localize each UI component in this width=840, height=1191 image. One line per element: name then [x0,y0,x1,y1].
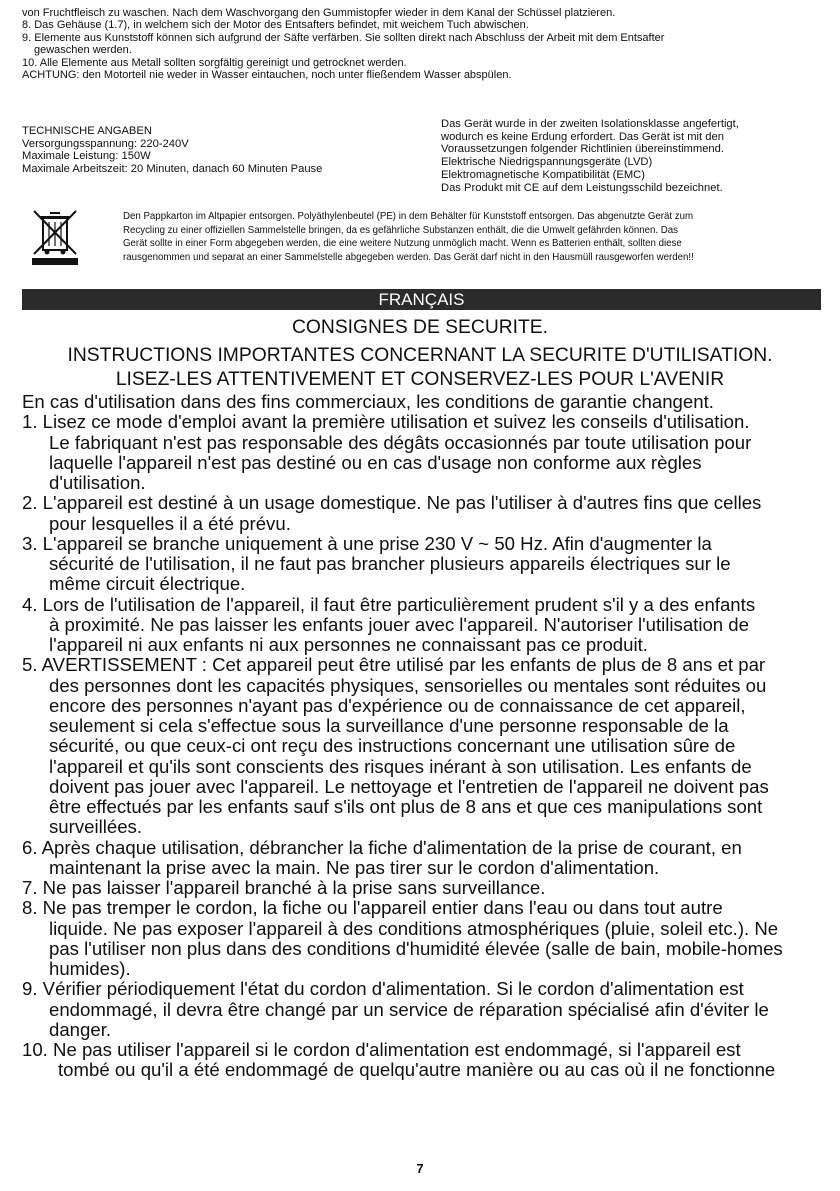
text-line: d'utilisation. [49,472,146,493]
disposal-notice [123,210,818,264]
safety-subtitle: INSTRUCTIONS IMPORTANTES CONCERNANT LA SECURITE D'UTILISATION. [67,345,773,366]
text-line: endommagé, il devra être changé par un service de réparation spécialisé afin d'éviter le [49,998,769,1020]
text-line: 10. Alle Elemente aus Metall sollten sorgfältig gereinigt und getrocknet werden. [22,56,407,69]
list-item [22,1040,832,1081]
text-line: 7. Ne pas laisser l'appareil branché à la prise sans surveillance. [22,877,546,898]
list-item [22,534,832,595]
text-line: surveillées. [49,816,143,838]
german-cleaning-instructions [22,7,822,81]
safety-subtitle: LISEZ-LES ATTENTIVEMENT ET CONSERVEZ-LES POUR L'AVENIR [115,369,725,390]
text-line: von Fruchtfleisch zu waschen. Nach dem Waschvorgang den Gummistopfer wieder in dem Kanal der Schüssel platzieren. [22,7,616,19]
certification-block [441,118,826,194]
list-item [22,838,832,879]
text-line: rausgenommen und separat an einer Sammelstelle abgegeben werden. Das Gerät darf nicht in den Hausmüll rausgeworfen werden!! [123,251,694,263]
text-line: ACHTUNG: den Motorteil nie weder in Wasser eintauchen, noch unter fließendem Wasser abspülen. [22,69,512,82]
list-item [22,979,832,1040]
text-line: Le fabriquant n'est pas responsable des dégâts occasionnés par toute utilisation pour [49,431,752,453]
list-item [22,493,832,534]
text-line: sécurité, ou que ceux-ci ont reçu des instructions concernant une utilisation sûre de [49,735,736,757]
text-line: 8. Das Gehäuse (1.7), in welchem sich der Motor des Entsafters befindet, mit weichem Tuch abwischen. [22,19,529,32]
text-line: Das Produkt mit CE auf dem Leistungsschild bezeichnet. [441,181,723,194]
list-item [22,655,832,837]
text-line: danger. [49,1018,112,1040]
safety-instructions-list [22,392,832,1081]
text-line: Maximale Leistung: 150W [22,150,151,163]
text-line: 8. Ne pas tremper le cordon, la fiche ou l'appareil entier dans l'eau ou dans tout autre [22,897,723,919]
crossed-out-wheelie-bin-icon [30,208,80,266]
text-line: pour lesquelles il a été prévu. [49,512,291,534]
text-line: humides). [49,958,131,979]
text-line: Elektrische Niedrigspannungsgeräte (LVD) [441,156,653,169]
text-line: être effectués par les enfants sauf s'ils ont plus de 8 ans et que ces manipulations sont [49,796,763,817]
text-line: 1. Lisez ce mode d'emploi avant la première utilisation et suivez les conseils d'utilisation. [22,411,750,433]
text-line: sécurité de l'utilisation, il ne faut pas brancher plusieurs appareils électriques sur le [49,553,731,574]
list-item [22,878,832,898]
text-line: à proximité. Ne pas laisser les enfants jouer avec l'appareil. N'autoriser l'utilisation de [49,613,749,635]
intro-line: En cas d'utilisation dans des fins commerciaux, les conditions de garantie changent. [22,391,714,412]
text-line: 2. L'appareil est destiné à un usage domestique. Ne pas l'utiliser à d'autres fins que celles [22,492,762,514]
list-item [22,595,832,656]
text-line: Voraussetzungen folgender Richtlinien übereinstimmend. [441,143,724,156]
technical-data-heading: TECHNISCHE ANGABEN [22,125,152,137]
safety-title: CONSIGNES DE SECURITE. [291,317,549,338]
text-line: même circuit électrique. [49,573,246,595]
text-line: laquelle l'appareil n'est pas destiné ou en cas d'usage non conforme aux règles [49,451,702,473]
language-section-bar: FRANÇAIS [22,289,821,310]
text-line: 3. L'appareil se branche uniquement à une prise 230 V ~ 50 Hz. Afin d'augmenter la [22,532,712,554]
text-line: seulement si cela s'effectue sous la surveillance d'une personne responsable de la [49,715,729,736]
text-line: des personnes dont les capacités physiques, sensorielles ou mentales sont réduites ou [49,674,767,696]
text-line: liquide. Ne pas exposer l'appareil à des conditions atmosphériques (pluie, soleil etc.). Ne [49,917,779,939]
list-item [22,412,832,493]
text-line: 10. Ne pas utiliser l'appareil si le cordon d'alimentation est endommagé, si l'appareil est [22,1039,741,1060]
page-number: 7 [416,1161,424,1176]
text-line: Das Gerät wurde in der zweiten Isolationsklasse angefertigt, [441,118,739,130]
text-line: Versorgungsspannung: 220-240V [22,137,189,150]
text-line: 6. Après chaque utilisation, débrancher la fiche d'alimentation de la prise de courant, en [22,836,742,858]
text-line: Gerät sollte in einer Form abgegeben werden, die eine weitere Nutzung unmöglich macht. Wenn es Batterien enthält, sollten diese [123,238,682,250]
text-line: encore des personnes n'ayant pas d'expérience ou de connaissance de cet appareil, [49,694,746,716]
list-item [22,898,832,979]
text-line: Recycling zu einer offiziellen Sammelstelle bringen, da es gefährliche Substanzen enthält, die die Umwelt gefährden können. Das [123,224,679,236]
text-line: maintenant la prise avec la main. Ne pas tirer sur le cordon d'alimentation. [49,856,660,878]
text-line: Elektromagnetische Kompatibilität (EMC) [441,168,645,181]
text-line: 9. Elemente aus Kunststoff können sich aufgrund der Säfte verfärben. Sie sollten direkt nach Abschluss der Arbeit mit dem Entsafter [22,31,665,44]
text-line: wodurch es keine Erdung erfordert. Das Gerät ist mit den [441,130,724,143]
text-line: 5. AVERTISSEMENT : Cet appareil peut être utilisé par les enfants de plus de 8 ans et par [22,654,766,676]
text-line: Den Pappkarton im Altpapier entsorgen. Polyäthylenbeutel (PE) in dem Behälter für Kunststoff entsorgen. Das abgenutzte Gerät zum [123,211,694,222]
text-line: doivent pas jouer avec l'appareil. Le nettoyage et l'entretien de l'appareil ne doivent pas [49,775,769,797]
text-line: Maximale Arbeitszeit: 20 Minuten, danach 60 Minuten Pause [22,162,323,175]
text-line: 4. Lors de l'utilisation de l'appareil, il faut être particulièrement prudent s'il y a des enfants [22,593,756,615]
text-line: pas l'utiliser non plus dans des conditions d'humidité élevée (salle de bain, mobile-homes [49,937,783,959]
text-line: gewaschen werden. [34,44,132,57]
text-line: 9. Vérifier périodiquement l'état du cordon d'alimentation. Si le cordon d'alimentation est [22,978,744,1000]
text-line: l'appareil et qu'ils sont conscients des risques inérant à son utilisation. Les enfants de [49,755,752,777]
text-line: l'appareil ni aux enfants ni aux personnes ne connaissant pas ce produit. [49,634,648,655]
technical-data-block [22,125,442,175]
text-line: tombé ou qu'il a été endommagé de quelqu'autre manière ou au cas où il ne fonctionne [58,1059,776,1081]
